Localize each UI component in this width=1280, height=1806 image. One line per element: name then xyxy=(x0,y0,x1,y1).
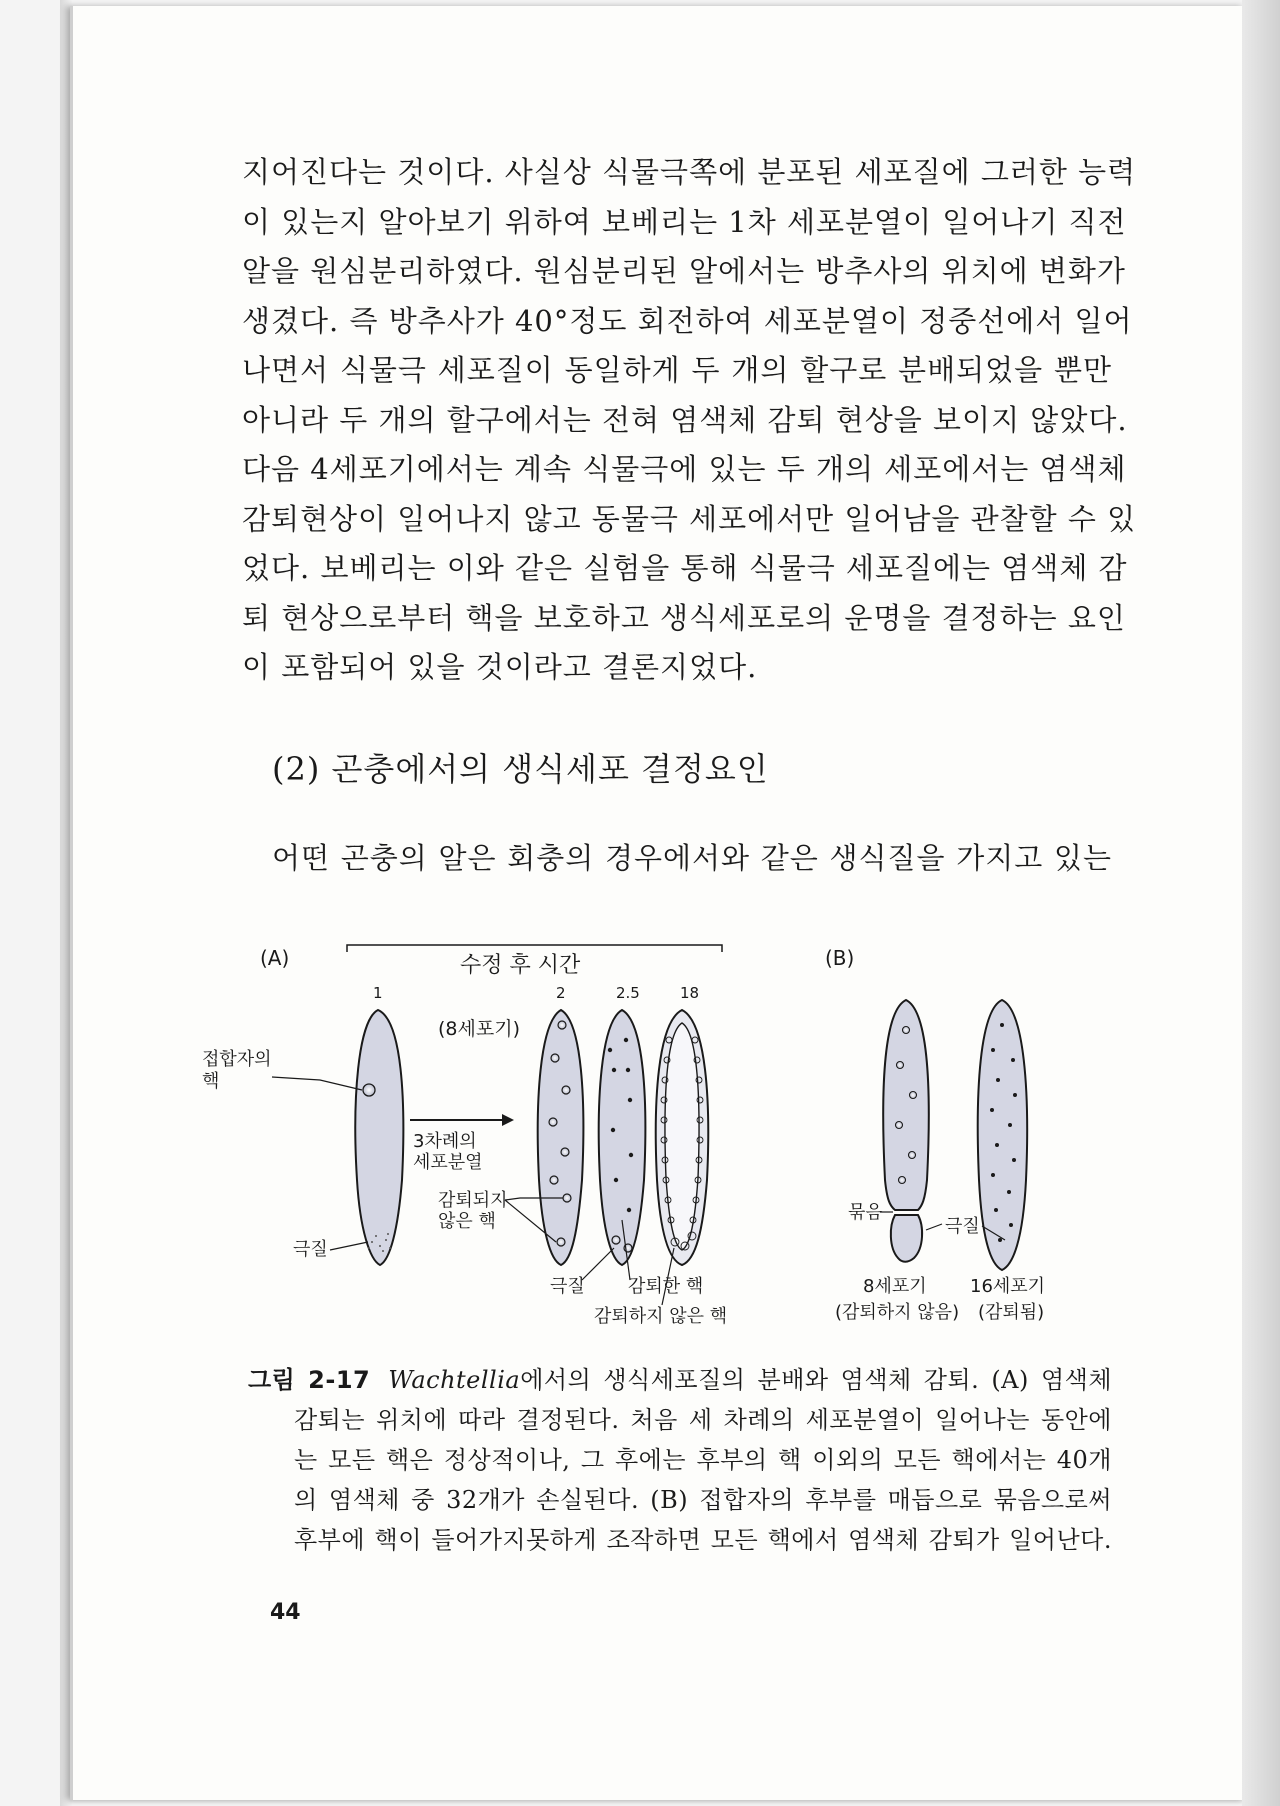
label-pole-plasm-b: 극질 xyxy=(945,1216,980,1237)
caption-line-1-text: 에서의 생식세포질의 분배와 염색체 감퇴. (A) 염색체 xyxy=(520,1366,1112,1394)
body-paragraph xyxy=(242,148,1137,693)
egg-two-half-hours xyxy=(599,1010,646,1265)
body-line: 다음 4세포기에서는 계속 식물극에 있는 두 개의 세포에서는 염색체 xyxy=(242,452,1127,486)
caption-line-2: 감퇴는 위치에 따라 결정된다. 처음 세 차례의 세포분열이 일어나는 동안에 xyxy=(294,1406,1112,1434)
leader-pole-plasm-b-left xyxy=(926,1224,942,1230)
leader-pole-plasm-1 xyxy=(330,1242,368,1250)
page-number: 44 xyxy=(270,1600,301,1625)
caption-label: 그림 2-17 xyxy=(248,1366,371,1394)
blastoderm-inner xyxy=(665,1023,699,1250)
page-edge xyxy=(1242,0,1280,1806)
label-not-reduced-2: 않은 핵 xyxy=(438,1211,496,1232)
label-pole-plasm-2: 극질 xyxy=(550,1276,585,1297)
label-eight-cell-note: (감퇴하지 않음) xyxy=(835,1302,960,1323)
time-18: 18 xyxy=(680,984,700,1002)
leader-pole-plasm-2 xyxy=(582,1248,614,1280)
intro-line: 어떤 곤충의 알은 회충의 경우에서와 같은 생식질을 가지고 있는 xyxy=(272,841,1112,875)
figure-illustration xyxy=(202,930,1130,1330)
body-line: 감퇴현상이 일어나지 않고 동물극 세포에서만 일어남을 관찰할 수 있 xyxy=(242,501,1137,536)
egg-zygote xyxy=(355,1010,403,1265)
body-line: 이 있는지 알아보기 위하여 보베리는 1차 세포분열이 일어나기 직전 xyxy=(242,204,1127,239)
body-line: 아니라 두 개의 할구에서는 전혀 염색체 감퇴 현상을 보이지 않았다. xyxy=(242,402,1128,437)
label-zygote-nucleus-2: 핵 xyxy=(202,1071,220,1092)
body-line: 나면서 식물극 세포질이 동일하게 두 개의 할구로 분배되었을 뿐만 xyxy=(242,353,1112,387)
label-eight-cell-paren: (8세포기) xyxy=(438,1018,520,1040)
time-1: 1 xyxy=(373,984,383,1002)
caption-genus: Wachtellia xyxy=(388,1366,521,1394)
figure-2-17 xyxy=(202,930,1130,1330)
leader-zygote xyxy=(272,1077,362,1090)
label-zygote-nucleus-1: 접합자의 xyxy=(202,1049,272,1070)
time-label: 수정 후 시간 xyxy=(460,953,581,978)
time-bracket xyxy=(347,945,722,952)
label-ligature: 묶음 xyxy=(848,1202,883,1223)
caption-line-5: 후부에 핵이 들어가지못하게 조작하면 모든 핵에서 염색체 감퇴가 일어난다. xyxy=(294,1526,1112,1554)
body-line: 알을 원심분리하였다. 원심분리된 알에서는 방추사의 위치에 변화가 xyxy=(242,254,1126,288)
time-2-5: 2.5 xyxy=(616,984,640,1002)
label-eight-cell: 8세포기 xyxy=(863,1276,927,1297)
time-2: 2 xyxy=(556,984,566,1002)
caption-line-3: 는 모든 핵은 정상적이나, 그 후에는 후부의 핵 이외의 모든 핵에서는 40개 xyxy=(294,1446,1112,1474)
label-sixteen-cell: 16세포기 xyxy=(970,1276,1046,1297)
figure-caption xyxy=(248,1360,1112,1560)
body-line: 이 포함되어 있을 것이라고 결론지었다. xyxy=(242,650,758,684)
caption-line-4: 의 염색체 중 32개가 손실된다. (B) 접합자의 후부를 매듭으로 묶음으로써 xyxy=(294,1486,1112,1514)
label-divisions-1: 3차례의 xyxy=(413,1131,477,1152)
arrow-head xyxy=(502,1114,514,1126)
section-heading: (2) 곤충에서의 생식세포 결정요인 xyxy=(272,750,769,788)
label-pole-plasm-1: 극질 xyxy=(293,1239,328,1260)
label-reduced-nucleus: 감퇴한 핵 xyxy=(628,1276,704,1297)
body-line: 퇴 현상으로부터 핵을 보호하고 생식세포로의 운명을 결정하는 요인 xyxy=(242,600,1126,635)
caption-line-1 xyxy=(248,1360,1112,1400)
body-line: 생겼다. 즉 방추사가 40°정도 회전하여 세포분열이 정중선에서 일어 xyxy=(242,303,1133,338)
egg-eight-cell xyxy=(538,1010,584,1265)
egg-ligated-posterior xyxy=(891,1215,922,1262)
label-not-reduced-nucleus: 감퇴하지 않은 핵 xyxy=(594,1306,728,1327)
label-divisions-2: 세포분열 xyxy=(413,1152,483,1173)
label-not-reduced-1: 감퇴되지 xyxy=(438,1190,508,1211)
body-line: 었다. 보베리는 이와 같은 실험을 통해 식물극 세포질에는 염색체 감 xyxy=(242,551,1128,585)
body-line: 지어진다는 것이다. 사실상 식물극쪽에 분포된 세포질에 그러한 능력 xyxy=(242,155,1137,189)
zygote-nucleus xyxy=(363,1084,375,1096)
panel-b-label: (B) xyxy=(825,946,855,970)
label-sixteen-cell-note: (감퇴됨) xyxy=(978,1302,1045,1323)
egg-sixteen-cell xyxy=(978,1000,1027,1270)
panel-a-label: (A) xyxy=(260,946,290,970)
